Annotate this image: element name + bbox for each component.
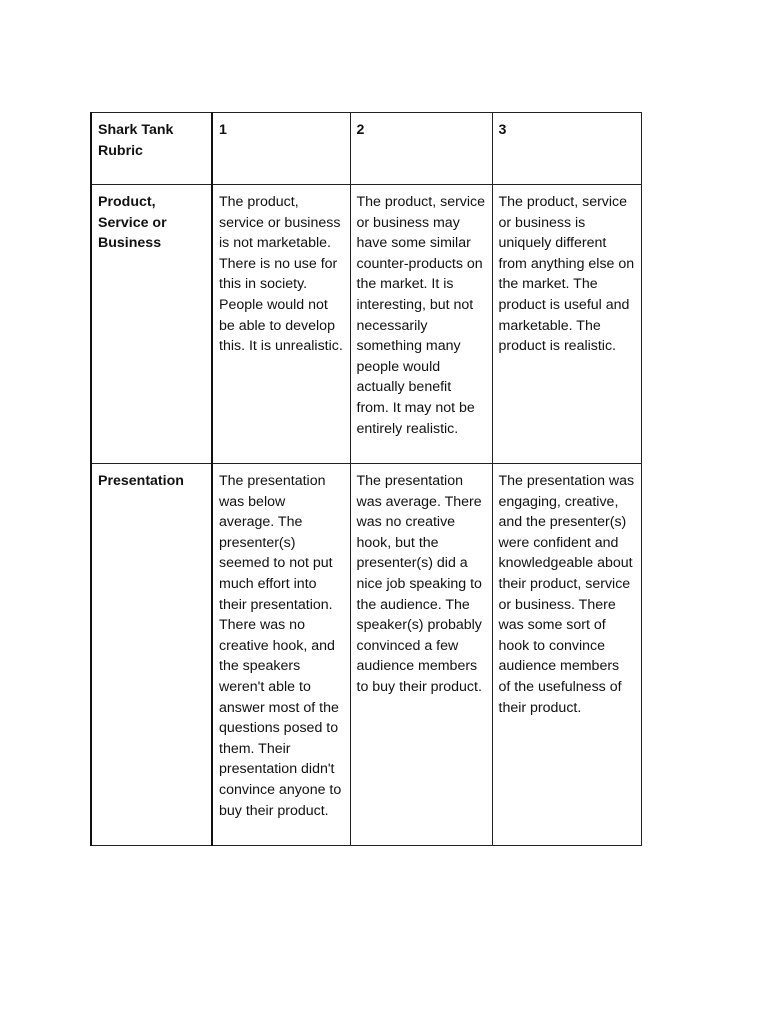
table-header-row bbox=[91, 113, 641, 185]
criterion-score-1: The product, service or business is not marketable. There is no use for this in society. People would not be able to develop this. It is unrealistic. bbox=[212, 185, 350, 464]
criterion-score-3: The product, service or business is uniquely different from anything else on the market. The product is useful and marketable. The product is realistic. bbox=[492, 185, 641, 464]
criterion-label: Product, Service or Business bbox=[91, 185, 212, 464]
table-row bbox=[91, 464, 641, 846]
criterion-score-1: The presentation was below average. The presenter(s) seemed to not put much effort into their presentation. There was no creative hook, and the speakers weren't able to answer most of the questions posed to them. Their presentation didn't convince anyone to buy their product. bbox=[212, 464, 350, 846]
criterion-score-3: The presentation was engaging, creative, and the presenter(s) were confident and knowledgeable about their product, service or business. There was some sort of hook to convince audience members of the usefulness of their product. bbox=[492, 464, 641, 846]
criterion-score-2: The presentation was average. There was no creative hook, but the presenter(s) did a nice job speaking to the audience. The speaker(s) probably convinced a few audience members to buy their product. bbox=[350, 464, 492, 846]
rubric-title-cell: Shark Tank Rubric bbox=[91, 113, 212, 185]
table-row bbox=[91, 185, 641, 464]
criterion-score-2: The product, service or business may have some similar counter-products on the market. It is interesting, but not necessarily something many people would actually benefit from. It may not be entirely realistic. bbox=[350, 185, 492, 464]
score-3-header: 3 bbox=[492, 113, 641, 185]
score-2-header: 2 bbox=[350, 113, 492, 185]
score-1-header: 1 bbox=[212, 113, 350, 185]
criterion-label: Presentation bbox=[91, 464, 212, 846]
rubric-table bbox=[90, 112, 642, 846]
